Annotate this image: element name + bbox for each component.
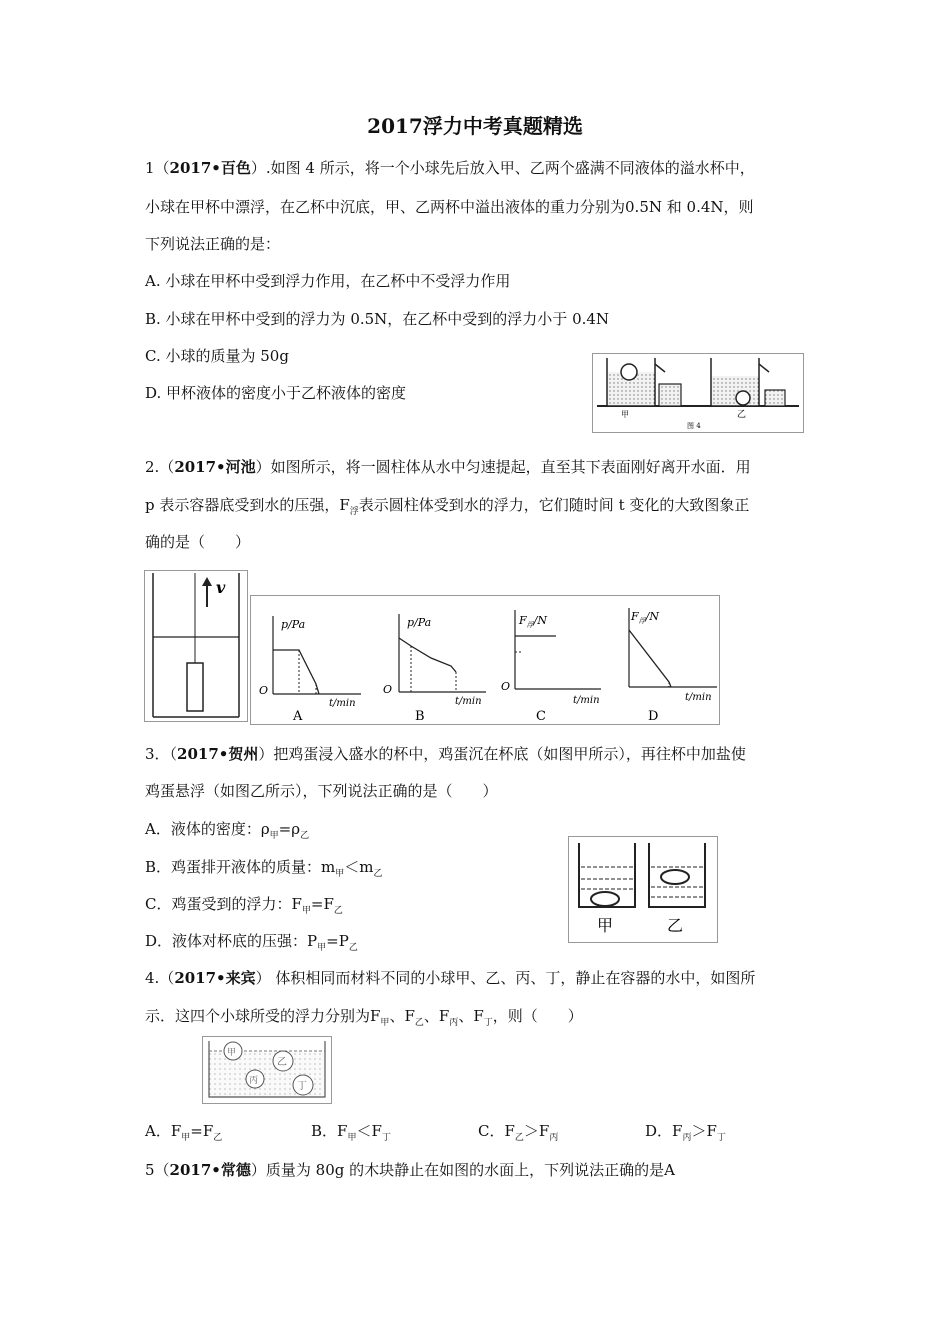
q3-number: 3．（ [145, 745, 178, 763]
graph-b-origin: O [383, 683, 393, 696]
q2-figure-container [144, 570, 248, 722]
q4-option-d: D．$F_丙>F_丁$ [645, 1122, 726, 1143]
q5-source: 2017•常德 [169, 1161, 251, 1179]
q2-line2-b: 表示圆柱体受到水的浮力，它们随时间 t 变化的大致图象正 [358, 496, 750, 514]
graph-b-option: B [415, 709, 425, 724]
graph-b-y-label: p/Pa [407, 616, 432, 629]
q3-fig-label-yi: 乙 [667, 916, 684, 935]
graph-c-x-label: t/min [573, 695, 600, 706]
q4-ball-yi: 乙 [277, 1057, 287, 1068]
q3-text: ）把鸡蛋浸入盛水的杯中，鸡蛋沉在杯底（如图甲所示），再往杯中加盐使 [258, 745, 746, 763]
graph-c-origin: O [501, 680, 511, 693]
q1-number: 1（ [145, 159, 170, 177]
graph-b-x-label: t/min [455, 696, 482, 707]
q3-fig-label-jia: 甲 [597, 916, 614, 935]
graph-a [259, 616, 361, 724]
q4-line2: 示．这四个小球所受的浮力分别为$F_甲$、$F_乙$、$F_丙$、$F_丁$，则（ ） [145, 1007, 583, 1028]
q3-option-d: D．液体对杯底的压强：$P_甲=P_乙$ [145, 932, 358, 953]
q1-fig-caption: 图 4 [687, 422, 701, 430]
q5-text: ）质量为 80g 的木块静止在如图的水面上，下列说法正确的是A [250, 1161, 675, 1179]
q1-figure-overflow-cups [592, 353, 804, 433]
q5-number: 5（ [145, 1161, 170, 1179]
q1-source: 2017•百色 [169, 159, 251, 177]
q3-line2: 鸡蛋悬浮（如图乙所示），下列说法正确的是（ ） [145, 782, 498, 800]
q1-line1 [145, 157, 755, 179]
q2-sub-fu: 浮 [349, 507, 359, 517]
graph-d-x-label: t/min [685, 692, 712, 703]
q1-option-b: B. 小球在甲杯中受到的浮力为 0.5N，在乙杯中受到的浮力小于 0.4N [145, 310, 610, 328]
q2-line3: 确的是（ ） [145, 533, 251, 551]
graph-d-option: D [648, 709, 659, 724]
graph-a-option: A [293, 709, 303, 724]
q2-source: 2017•河池 [174, 458, 256, 476]
q1-option-c: C. 小球的质量为 50g [145, 347, 289, 365]
q4-option-b: B．$F_甲<F_丁$ [311, 1122, 391, 1143]
q4-option-a: A．$F_甲=F_乙$ [145, 1122, 223, 1143]
q3-source: 2017•贺州 [177, 745, 259, 763]
q3-option-b: B．鸡蛋排开液体的质量：$m_甲<m_乙$ [145, 858, 383, 879]
q2-velocity-label: v [216, 578, 226, 597]
graph-b [383, 614, 486, 724]
q4-ball-jia: 甲 [227, 1048, 237, 1058]
q4-ball-ding: 丁 [297, 1081, 307, 1092]
q3-figure-eggs [568, 836, 718, 943]
q2-line2-a: p 表示容器底受到水的压强，F [145, 496, 350, 514]
q1-fig-label-jia: 甲 [621, 410, 629, 419]
graph-c-option: C [536, 709, 546, 724]
graph-d [629, 608, 717, 724]
q4-ball-bing: 丙 [249, 1076, 259, 1086]
q1-fig-label-yi: 乙 [737, 410, 747, 420]
q2-text: ）如图所示，将一圆柱体从水中匀速提起，直至其下表面刚好离开水面．用 [255, 458, 751, 476]
q2-line1 [145, 456, 751, 478]
graph-a-origin: O [259, 684, 269, 697]
q4-text: ） 体积相同而材料不同的小球甲、乙、丙、丁，静止在容器的水中，如图所 [255, 969, 756, 987]
q3-option-c: C．鸡蛋受到的浮力：$F_甲=F_乙$ [145, 895, 343, 916]
q1-option-d: D. 甲杯液体的密度小于乙杯液体的密度 [145, 384, 407, 402]
q2-number: 2.（ [145, 458, 175, 476]
q4-figure-balls [202, 1036, 332, 1104]
q3-option-a: A．液体的密度：$\rho_甲=\rho_乙$ [145, 820, 310, 841]
page-title: 2017浮力中考真题精选 [367, 114, 583, 138]
q4-option-c: C．$F_乙>F_丙$ [478, 1122, 559, 1143]
q3-line1 [145, 743, 746, 765]
graph-d-y-label: $F_浮/N$ [631, 610, 659, 625]
q1-line3: 下列说法正确的是： [145, 235, 281, 253]
q1-text: ）.如图 4 所示，将一个小球先后放入甲、乙两个盛满不同液体的溢水杯中， [250, 159, 755, 177]
q4-number: 4.（ [145, 969, 175, 987]
q1-option-a: A. 小球在甲杯中受到浮力作用，在乙杯中不受浮力作用 [145, 272, 511, 290]
graph-c-y-label: $F_浮/N$ [519, 614, 547, 629]
graph-c [501, 610, 601, 724]
q4-source: 2017•来宾 [174, 969, 256, 987]
q2-figure-graphs [250, 595, 720, 725]
q5-line1 [145, 1159, 675, 1181]
graph-a-x-label: t/min [329, 698, 356, 709]
q1-line2: 小球在甲杯中漂浮，在乙杯中沉底，甲、乙两杯中溢出液体的重力分别为0.5N 和 0.4N，则 [145, 198, 754, 216]
q4-line1 [145, 967, 755, 989]
graph-a-y-label: p/Pa [281, 618, 306, 631]
q2-line2 [145, 494, 749, 523]
